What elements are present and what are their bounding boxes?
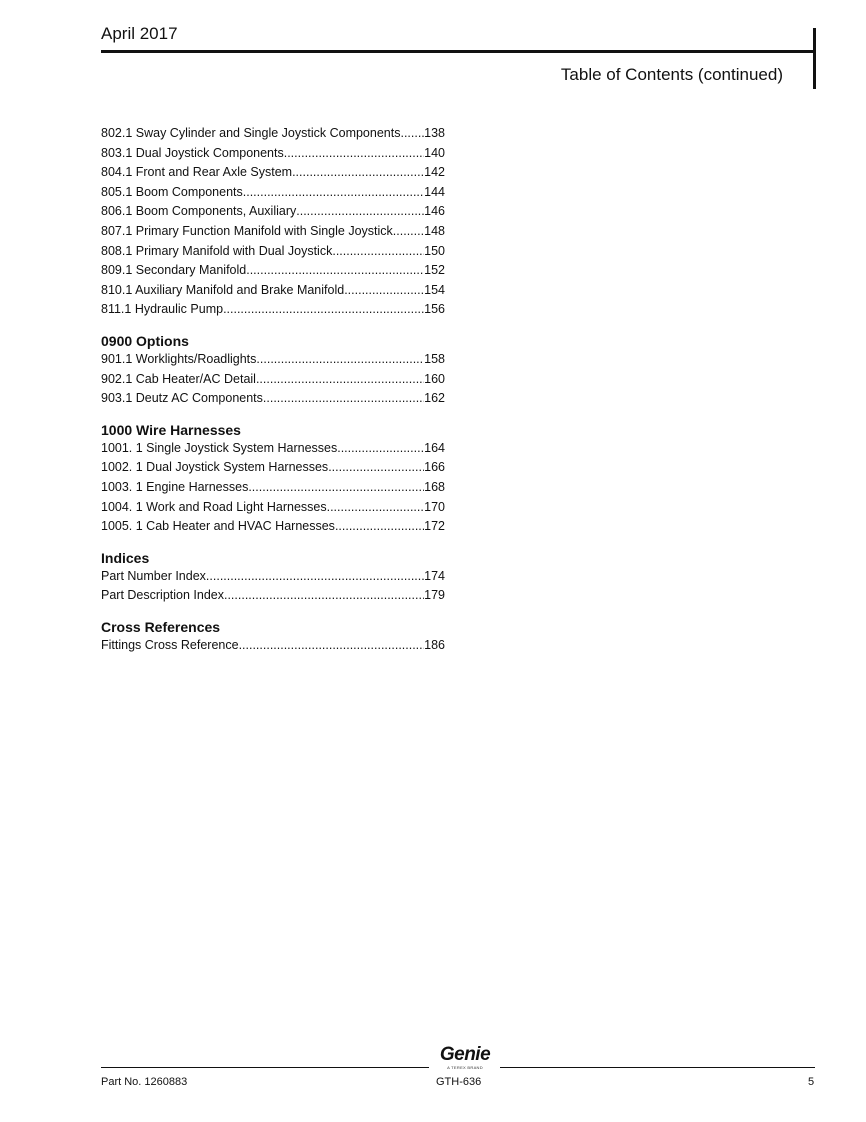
- toc-entry-page: 140: [424, 145, 445, 160]
- toc-entry-label: 1002. 1 Dual Joystick System Harnesses: [101, 460, 329, 475]
- toc-dot-leader: [246, 261, 424, 281]
- toc-entry-label: Fittings Cross Reference: [101, 637, 239, 652]
- toc-section: [101, 124, 445, 320]
- toc-entry-label: 806.1 Boom Components, Auxiliary: [101, 204, 297, 219]
- toc-dot-leader: [248, 478, 424, 498]
- toc-entry-label: 902.1 Cab Heater/AC Detail: [101, 371, 256, 386]
- toc-entry-label: 901.1 Worklights/Roadlights: [101, 351, 257, 366]
- toc-entry-page: 152: [424, 263, 445, 278]
- toc-entry-page: 138: [424, 126, 445, 140]
- toc-entry-label: 807.1 Primary Function Manifold with Single Joystick: [101, 223, 393, 238]
- toc-entry[interactable]: [101, 498, 445, 518]
- toc-dot-leader: [284, 144, 424, 164]
- toc-dot-leader: [263, 389, 424, 409]
- toc-entry[interactable]: [101, 517, 445, 537]
- toc-entry[interactable]: [101, 124, 445, 144]
- toc-entry-page: 142: [424, 165, 445, 180]
- logo-tagline: A TEREX BRAND: [447, 1065, 483, 1070]
- toc-entry-label: Part Description Index: [101, 588, 224, 603]
- toc-entry-label: 803.1 Dual Joystick Components: [101, 145, 284, 160]
- toc-section-heading: 0900 Options: [101, 332, 189, 349]
- toc-entry[interactable]: [101, 281, 445, 301]
- toc-dot-leader: [292, 163, 424, 183]
- toc-entry-page: 156: [424, 302, 445, 317]
- toc-entry[interactable]: [101, 202, 445, 222]
- toc-entry[interactable]: [101, 567, 445, 587]
- toc-entry-label: Part Number Index: [101, 568, 206, 583]
- toc-dot-leader: [256, 350, 424, 370]
- toc-entry-label: 804.1 Front and Rear Axle System: [101, 165, 293, 180]
- toc-entry-label: 805.1 Boom Components: [101, 184, 243, 199]
- toc-entry[interactable]: [101, 300, 445, 320]
- footer-part-number: Part No. 1260883: [101, 1076, 188, 1088]
- toc-dot-leader: [337, 439, 424, 459]
- toc-entry-label: 1003. 1 Engine Harnesses: [101, 479, 249, 494]
- toc-entry[interactable]: [101, 222, 445, 242]
- toc-entry[interactable]: [101, 458, 445, 478]
- toc-dot-leader: [332, 242, 424, 262]
- header-date: April 2017: [101, 24, 178, 43]
- toc-section-heading: Indices: [101, 549, 150, 566]
- toc-entry-label: 808.1 Primary Manifold with Dual Joystick: [101, 243, 333, 258]
- toc-dot-leader: [328, 458, 424, 478]
- genie-logo: [430, 1045, 500, 1071]
- toc-dot-leader: [206, 567, 424, 587]
- toc-section-heading: 1000 Wire Harnesses: [101, 421, 241, 438]
- toc-entry-page: 144: [424, 184, 445, 199]
- toc-entry-page: 179: [424, 588, 445, 603]
- toc-entry-label: 810.1 Auxiliary Manifold and Brake Manifold: [101, 282, 345, 297]
- toc-entry-page: 154: [424, 282, 445, 297]
- toc-section: [101, 422, 445, 537]
- toc-entry-label: 1005. 1 Cab Heater and HVAC Harnesses: [101, 519, 335, 534]
- toc-entry[interactable]: [101, 636, 445, 656]
- toc-entry[interactable]: [101, 183, 445, 203]
- toc-dot-leader: [296, 202, 424, 222]
- header-rule: [101, 50, 816, 53]
- footer-rule-right: [500, 1067, 815, 1068]
- toc-entry[interactable]: [101, 439, 445, 459]
- footer-page-number: 5: [808, 1076, 815, 1088]
- toc-entry-page: 162: [424, 391, 445, 406]
- toc-entry-page: 168: [424, 479, 445, 494]
- toc-entry[interactable]: [101, 144, 445, 164]
- page-title: Table of Contents (continued): [560, 65, 783, 84]
- toc-entry-label: 802.1 Sway Cylinder and Single Joystick Components: [101, 126, 401, 140]
- toc-entry-label: 809.1 Secondary Manifold: [101, 263, 247, 278]
- toc-entry-page: 170: [424, 499, 445, 514]
- toc-entry-page: 174: [424, 568, 445, 583]
- toc-dot-leader: [239, 636, 425, 656]
- toc-entry-page: 164: [424, 440, 445, 455]
- toc-entry-label: 903.1 Deutz AC Components: [101, 391, 263, 406]
- toc-entry-label: 811.1 Hydraulic Pump: [101, 302, 224, 317]
- toc-entry-label: 1004. 1 Work and Road Light Harnesses: [101, 499, 327, 514]
- header-vertical-rule: [813, 28, 816, 89]
- toc-entry-page: 150: [424, 243, 445, 258]
- toc-section: [101, 333, 445, 409]
- toc-dot-leader: [393, 222, 424, 242]
- toc-entry-page: 160: [424, 371, 445, 386]
- toc-entry-label: 1001. 1 Single Joystick System Harnesses: [101, 440, 338, 455]
- toc-entry-page: 158: [424, 351, 445, 366]
- toc-section: [101, 619, 445, 656]
- toc-entry[interactable]: [101, 242, 445, 262]
- toc-dot-leader: [335, 517, 424, 537]
- toc-entry[interactable]: [101, 163, 445, 183]
- toc-dot-leader: [256, 370, 424, 390]
- toc-dot-leader: [224, 586, 424, 606]
- footer-rule-left: [101, 1067, 429, 1068]
- toc-dot-leader: [223, 300, 424, 320]
- toc-entry-page: 148: [424, 223, 445, 238]
- logo-wordmark: Genie: [439, 1044, 491, 1065]
- toc-section: [101, 550, 445, 606]
- toc-entry[interactable]: [101, 586, 445, 606]
- footer-model: GTH-636: [436, 1076, 482, 1088]
- toc-entry-page: 146: [424, 204, 445, 219]
- toc-entry-page: 166: [424, 460, 445, 475]
- table-of-contents: [101, 124, 445, 668]
- toc-dot-leader: [344, 281, 424, 301]
- toc-section-heading: Cross References: [101, 618, 221, 635]
- toc-dot-leader: [400, 124, 424, 144]
- toc-entry[interactable]: [101, 350, 445, 370]
- toc-dot-leader: [327, 498, 425, 518]
- toc-entry[interactable]: [101, 389, 445, 409]
- toc-entry[interactable]: [101, 261, 445, 281]
- toc-dot-leader: [243, 183, 424, 203]
- toc-entry[interactable]: [101, 370, 445, 390]
- toc-entry-page: 186: [424, 637, 445, 652]
- toc-entry[interactable]: [101, 478, 445, 498]
- toc-entry-page: 172: [424, 519, 445, 534]
